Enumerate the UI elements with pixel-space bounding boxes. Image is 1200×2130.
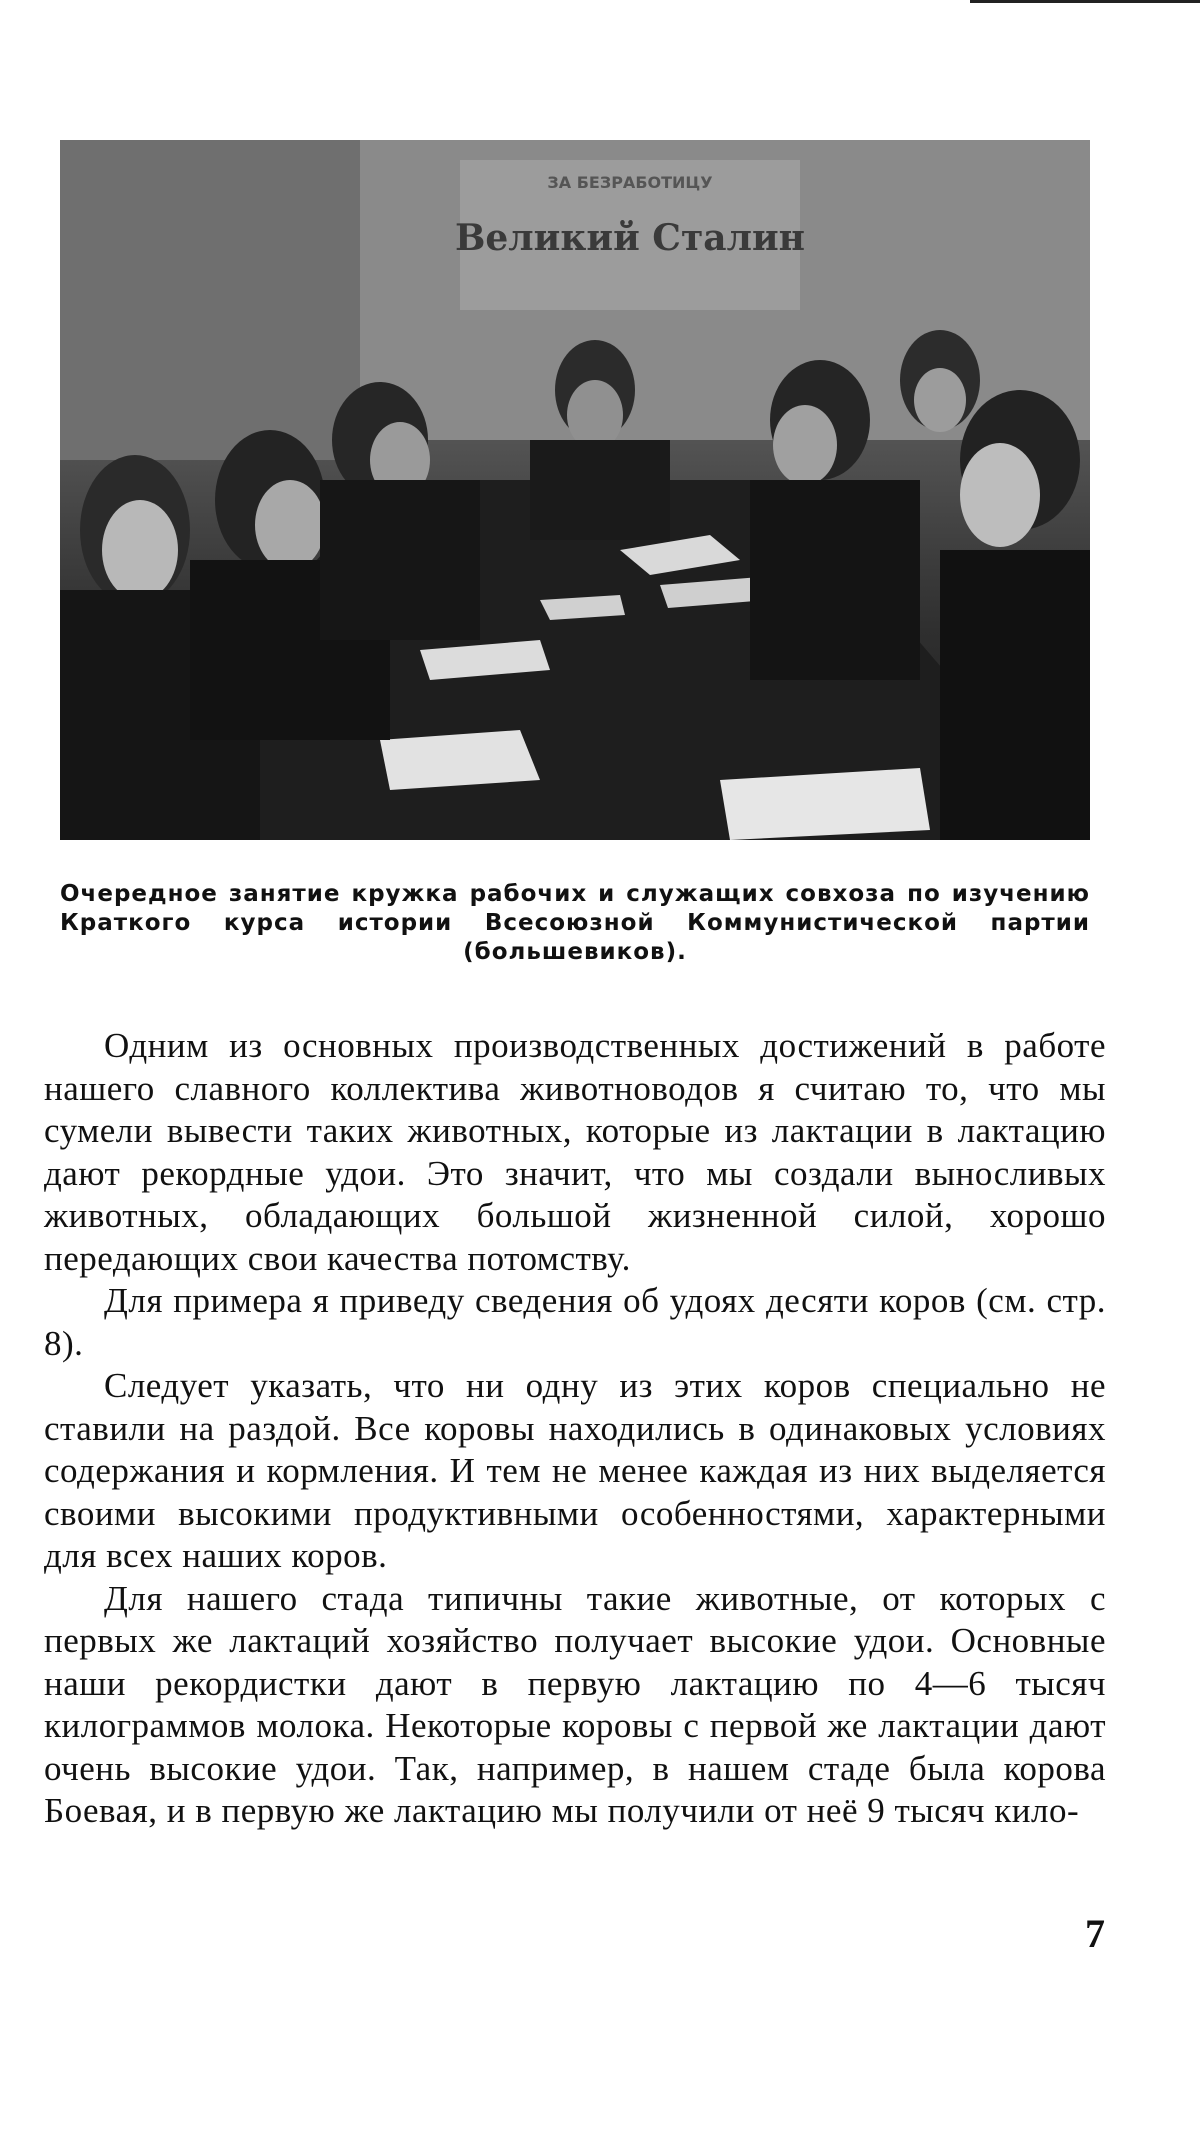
paragraph: Одним из основных производственных достижений в работе нашего славного коллектива животноводов я считаю то, что мы сумели вывести таких животных, которые из лактации в лактацию дают рекордные удои. Это значит, что мы создали выносливых животных, обладающих большой жизненной силой, хорошо передающих свои качества потомству.: [44, 1026, 1106, 1278]
photo-sign-line2: Великий Сталин: [454, 217, 806, 259]
page-number: 7: [1085, 1911, 1105, 1956]
photo-sign-line1: ЗА БЕЗРАБОТИЦУ: [547, 173, 713, 192]
paragraph: Следует указать, что ни одну из этих коров специально не ставили на раздой. Все коровы находились в одинаковых условиях содержания и кормления. И тем не менее каждая из них выделяется своими высокими продуктивными особенностями, характерными для всех наших коров.: [44, 1366, 1106, 1575]
top-rule: [970, 0, 1200, 3]
photo-caption: Очередное занятие кружка рабочих и служащих совхоза по изучению Краткого курса истории Всесоюзной Коммунистической партии (большевиков).: [60, 881, 1090, 965]
article-body: [44, 1025, 1106, 1833]
paragraph: Для нашего стада типичны такие животные, от которых с первых же лактаций хозяйство получает высокие удои. Основные наши рекордистки дают в первую лактацию по 4—6 тысяч килограммов молока. Некоторые коровы с первой же лактации дают очень высокие удои. Так, например, в нашем стаде была корова Боевая, и в первую же лактацию мы получили от неё 9 тысяч кило-: [44, 1578, 1106, 1830]
study-circle-photo: [60, 140, 1090, 840]
paragraph: Для примера я приведу сведения об удоях десяти коров (см. стр. 8).: [44, 1281, 1106, 1363]
